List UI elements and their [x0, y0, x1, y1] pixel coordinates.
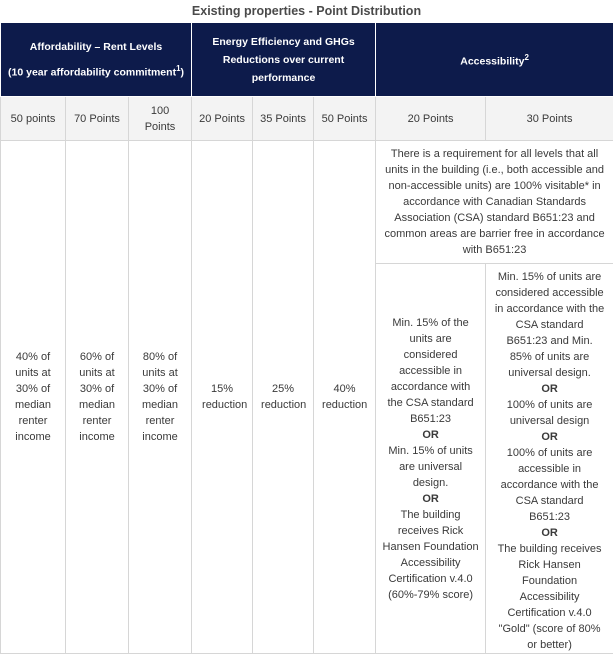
points-cell: 20 Points: [192, 97, 253, 141]
points-cell: 35 Points: [253, 97, 314, 141]
energy-cell: 15% reduction: [192, 141, 253, 654]
header-accessibility: Accessibility$^2$: [376, 23, 613, 97]
points-cell: 50 points: [1, 97, 66, 141]
header-affordability-line2: (10 year affordability commitment: [8, 66, 176, 78]
footnote-2: 2: [524, 53, 528, 62]
affordability-cell: 60% of units at 30% of median renter income: [66, 141, 129, 654]
footnote-1: 1: [176, 64, 180, 73]
header-affordability-line1: Affordability – Rent Levels: [5, 39, 187, 55]
accessibility-20-points-cell: Min. 15% of the units are considered accessible in accordance with the CSA standard B651:23 OR Min. 15% of units are universal design. OR The building receives Rick Hansen Foundation Accessibility Certification v.4.0 (60%-79% score): [376, 264, 486, 654]
points-row: [1, 97, 613, 141]
point-distribution-table: [0, 22, 613, 654]
affordability-cell: 40% of units at 30% of median renter income: [1, 141, 66, 654]
header-affordability: Affordability – Rent Levels (10 year affordability commitment$^1$): [1, 23, 192, 97]
accessibility-30-points-cell: Min. 15% of units are considered accessible in accordance with the CSA standard B651:23 and Min. 85% of units are universal design. OR 100% of units are universal design OR 100% of units are accessible in accordance with the CSA standard B651:23 OR The building receives Rick Hansen Foundation Accessibility Certification v.4.0 "Gold" (score of 80% or better): [486, 264, 613, 654]
points-cell: 70 Points: [66, 97, 129, 141]
page-title: Existing properties - Point Distribution: [0, 0, 613, 22]
accessibility-requirement: There is a requirement for all levels that all units in the building (i.e., both accessible and non-accessible units) are 100% visitable* in accordance with Canadian Standards Association (CSA) standard B651:23 and common areas are barrier free in accordance with B651:23: [376, 141, 613, 264]
energy-cell: 40% reduction: [314, 141, 376, 654]
points-cell: 50 Points: [314, 97, 376, 141]
energy-cell: 25% reduction: [253, 141, 314, 654]
header-energy: Energy Efficiency and GHGs Reductions over current performance: [192, 23, 376, 97]
points-cell: 100 Points: [129, 97, 192, 141]
points-cell: 30 Points: [486, 97, 613, 141]
points-cell: 20 Points: [376, 97, 486, 141]
affordability-cell: 80% of units at 30% of median renter income: [129, 141, 192, 654]
